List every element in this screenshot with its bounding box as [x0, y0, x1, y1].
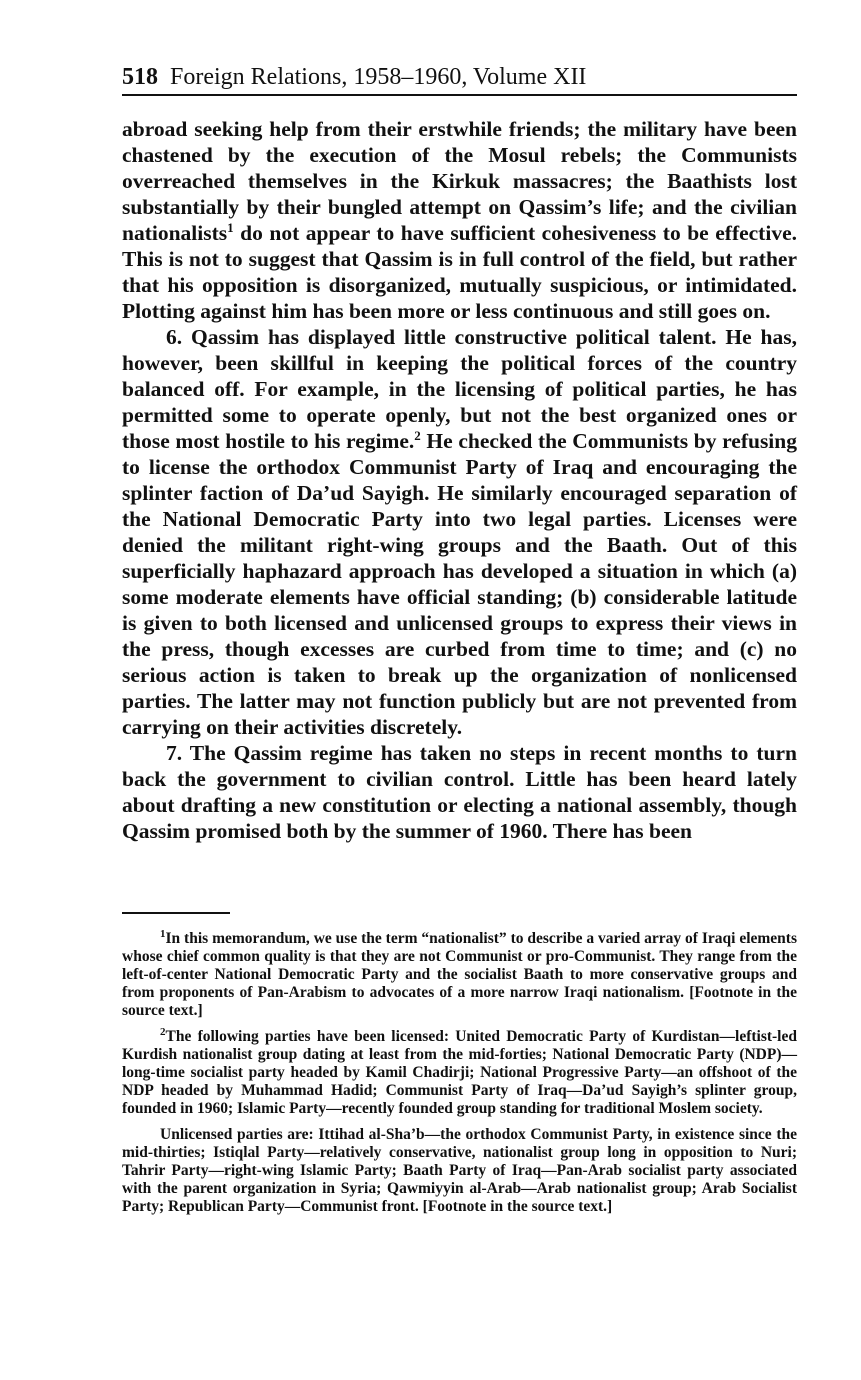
main-text — [122, 116, 797, 844]
header-rule — [122, 94, 797, 96]
footnotes — [122, 927, 797, 1224]
running-title: Foreign Relations, 1958–1960, Volume XII — [170, 64, 587, 90]
footnote-ref-1[interactable]: 1 — [227, 219, 234, 235]
footnote-2-continued: Unlicensed parties are: Ittihad al-Sha’b—the orthodox Communist Party, in existence since the mid-thirties; Istiqlal Party—relatively conservative, nationalist group long in opposition to Nuri; Tahrir Party—right-wing Islamic Party; Baath Party of Iraq—Pan-Arab socialist party associated with the parent organization in Syria; Qawmiyyin al-Arab—Arab nationalist group; Arab Socialist Party; Republican Party—Communist front. [Footnote in the source text.] — [122, 1126, 797, 1215]
footnote-marker-1: 1 — [160, 927, 166, 940]
footnote-marker-2: 2 — [160, 1025, 166, 1038]
footnote-2: $^2$The following parties have been licensed: United Democratic Party of Kurdistan—leftist-led Kurdish nationalist group dating at least from the mid-forties; National Democratic Party (NDP)—long-time socialist party headed by Kamil Chadirji; National Progressive Party—an offshoot of the NDP headed by Muhammad Hadid; Communist Party of Iraq—Da’ud Sayigh’s splinter group, founded in 1960; Islamic Party—recently founded group standing for traditional Moslem society. — [122, 1025, 797, 1117]
footnote-1: $^1$In this memorandum, we use the term “nationalist” to describe a varied array of Iraqi elements whose chief common quality is that they are not Communist or pro-Communist. They range from the left-of-center National Democratic Party and the socialist Baath to more conservative groups and from proponents of Pan-Arabism to advocates of a more narrow Iraqi nationalism. [Footnote in the source text.] — [122, 927, 797, 1019]
footnote-rule — [122, 912, 230, 914]
running-header — [122, 62, 797, 92]
page-number: 518 — [122, 64, 158, 90]
footnote-ref-2[interactable]: 2 — [414, 427, 421, 443]
paragraph-continued: abroad seeking help from their erstwhile friends; the military have been chastened by the execution of the Mosul rebels; the Communists overreached themselves in the Kirkuk massacres; the Baathists lost substantially by their bungled attempt on Qassim’s life; and the civilian nationalists$^1$ do not appear to have sufficient cohesiveness to be effective. This is not to suggest that Qassim is in full control of the field, but rather that his opposition is disorganized, mutually suspicious, or intimidated. Plotting against him has been more or less continuous and still goes on. — [122, 117, 797, 323]
paragraph-6: 6. Qassim has displayed little constructive political talent. He has, however, been skillful in keeping the political forces of the country balanced off. For example, in the licensing of political parties, he has permitted some to operate openly, but not the best organized ones or those most hostile to his regime.$^2$ He checked the Communists by refusing to license the orthodox Communist Party of Iraq and encouraging the splinter faction of Da’ud Sayigh. He similarly encouraged separation of the National Democratic Party into two legal parties. Licenses were denied the militant right-wing groups and the Baath. Out of this superficially haphazard approach has developed a situation in which (a) some moderate elements have official standing; (b) considerable latitude is given to both licensed and unlicensed groups to express their views in the press, though excesses are curbed from time to time; and (c) no serious action is taken to break up the organization of nonlicensed parties. The latter may not function publicly but are not prevented from carrying on their activities discretely. — [122, 325, 797, 739]
paragraph-7: 7. The Qassim regime has taken no steps in recent months to turn back the government to civilian control. Little has been heard lately about drafting a new constitution or electing a national assembly, though Qassim promised both by the summer of 1960. There has been — [122, 741, 797, 843]
